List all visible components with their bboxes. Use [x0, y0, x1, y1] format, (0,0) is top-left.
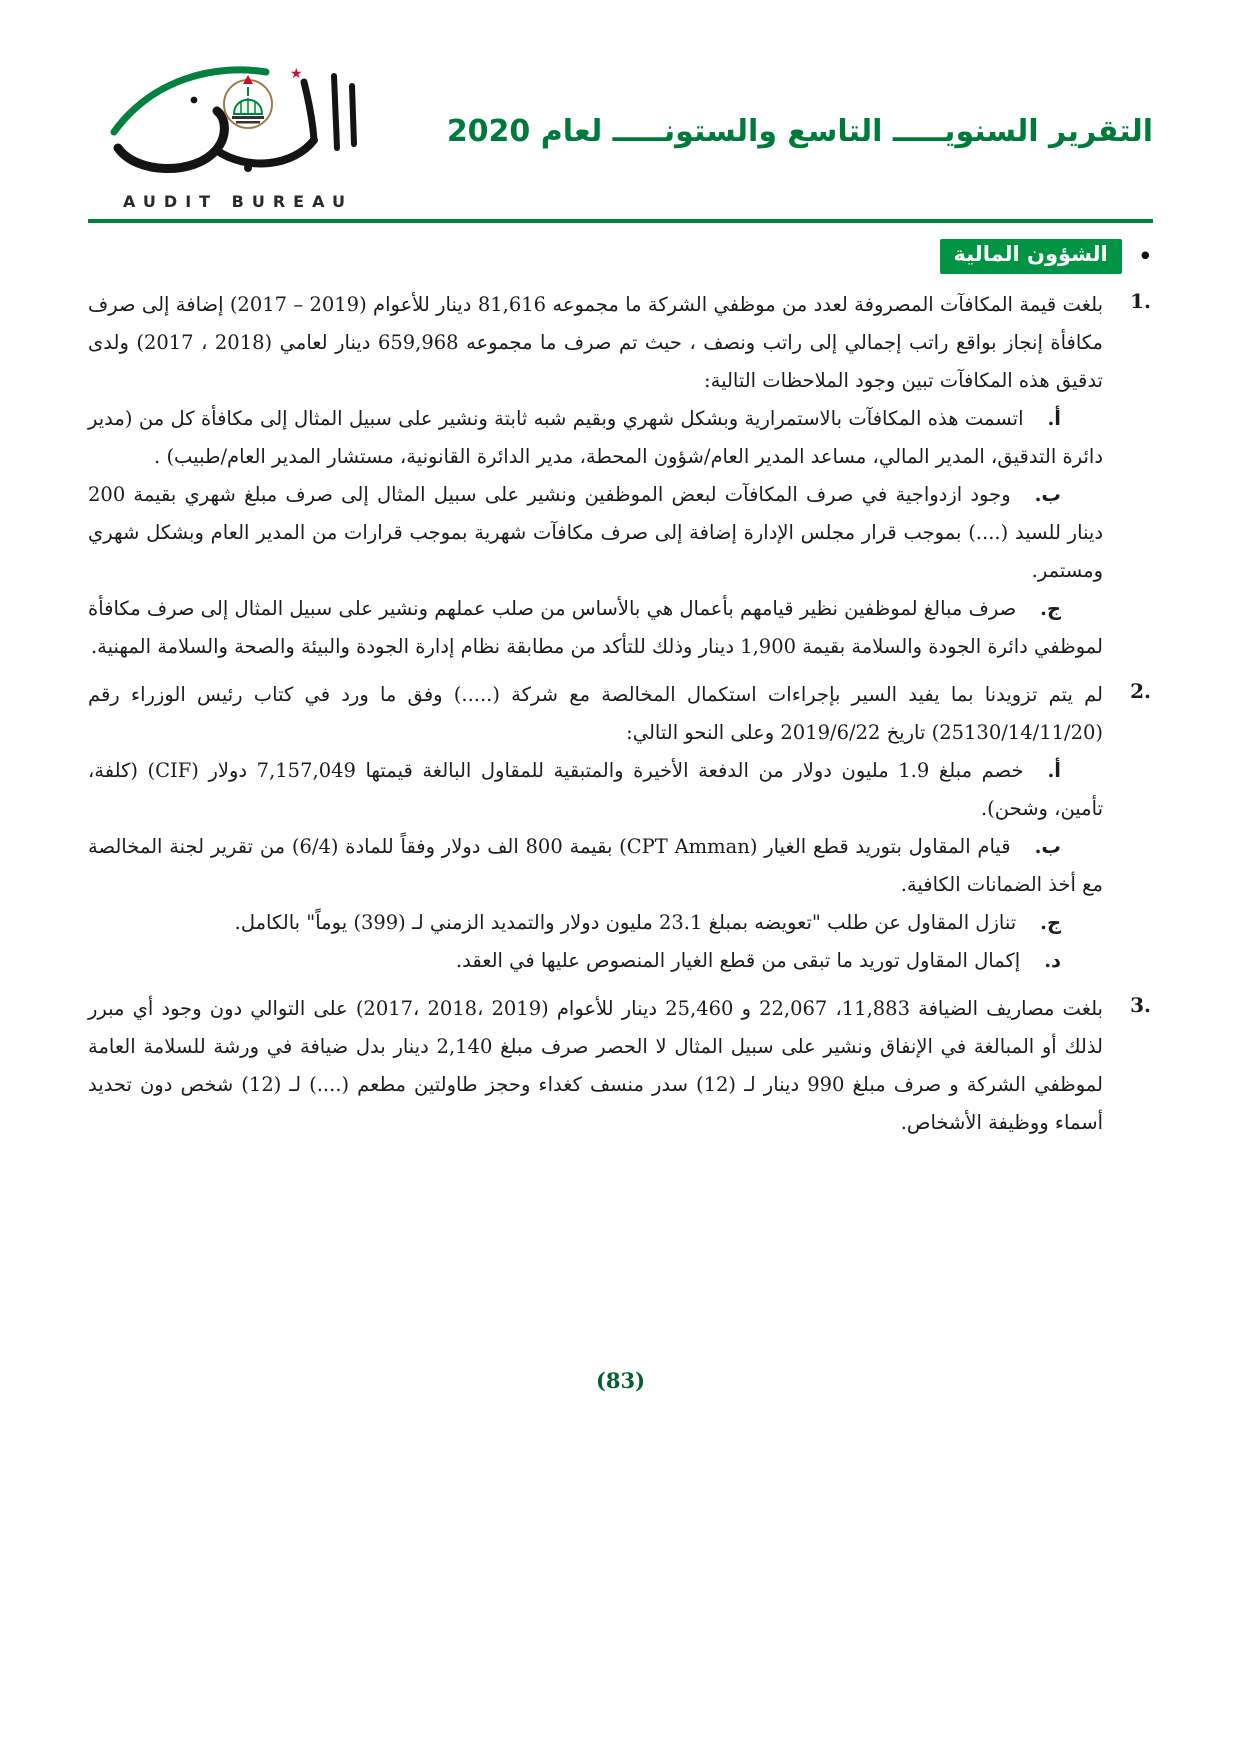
- subitem-2-a-text: خصم مبلغ 1.9 مليون دولار من الدفعة الأخيرة والمتبقية للمقاول البالغة قيمتها 7,157,049 دولار (CIF) (كلفة، تأمين، وشحن).: [88, 759, 1103, 820]
- subitem-1-a-letter: أ.: [1047, 407, 1061, 430]
- subitem-2-c-letter: ج.: [1040, 911, 1061, 934]
- subitem-2-a: [88, 752, 1103, 828]
- document-body: [88, 286, 1153, 1142]
- subitem-2-c-text: تنازل المقاول عن طلب "تعويضه بمبلغ 23.1 مليون دولار والتمديد الزمني لـ (399) يوماً" بالكامل.: [234, 911, 1017, 934]
- subitem-1-b-letter: ب.: [1034, 483, 1061, 506]
- item-2-number: 2.: [1130, 679, 1151, 703]
- report-title: التقرير السنويـــــ التاسع والستونـــــ لعام 2020: [446, 114, 1153, 149]
- numbered-item-2: [88, 676, 1153, 980]
- audit-bureau-logo: [88, 52, 388, 211]
- svg-text:★: ★: [290, 66, 303, 82]
- subitem-2-b-text: قيام المقاول بتوريد قطع الغيار (CPT Amman) بقيمة 800 الف دولار وفقاً للمادة (6/4) من تقرير لجنة المخالصة مع أخذ الضمانات الكافية.: [88, 835, 1103, 896]
- item-1-text: بلغت قيمة المكافآت المصروفة لعدد من موظفي الشركة ما مجموعه 81,616 دينار للأعوام ‪(2017 – 2019)‬ إضافة إلى صرف مكافأة إنجاز بواقع راتب إجمالي إلى راتب ونصف ، حيث تم صرف ما مجموعه 659,968 دينار لعامي ‪(2017 ، 2018)‬ ولدى تدقيق هذه المكافآت تبين وجود الملاحظات التالية:: [88, 293, 1103, 392]
- numbered-item-3: [88, 990, 1153, 1142]
- subitem-1-b-text: وجود ازدواجية في صرف المكافآت لبعض الموظفين ونشير على سبيل المثال إلى صرف مبلغ شهري بقيمة 200 دينار للسيد (....) بموجب قرار مجلس الإدارة إضافة إلى صرف مكافآت شهرية بموجب قرارات من المدير العام وبشكل شهري ومستمر.: [88, 483, 1103, 582]
- page-number: (83): [595, 1368, 646, 1393]
- section-bullet: •: [1137, 241, 1153, 272]
- page-header: [88, 52, 1153, 223]
- subitem-2-d: [88, 942, 1103, 980]
- item-1-number: 1.: [1130, 289, 1151, 313]
- subitem-2-d-text: إكمال المقاول توريد ما تبقى من قطع الغيار المنصوص عليها في العقد.: [455, 949, 1021, 972]
- item-2-text: لم يتم تزويدنا بما يفيد السير بإجراءات استكمال المخالصة مع شركة (.....) وفق ما ورد في كتاب رئيس الوزراء رقم (25130/14/11/20) تاريخ 2019/6/22 وعلى النحو التالي:: [88, 683, 1103, 744]
- header-divider: [88, 219, 1153, 223]
- numbered-item-1: [88, 286, 1153, 666]
- section-title: الشؤون المالية: [940, 239, 1122, 274]
- subitem-1-c-letter: ج.: [1040, 597, 1061, 620]
- item-3-text: بلغت مصاريف الضيافة 11,883، 22,067 و 25,460 دينار للأعوام ‪(2017، 2018، 2019)‬ على التوالي دون وجود أي مبرر لذلك أو المبالغة في الإنفاق ونشير على سبيل المثال لا الحصر صرف مبلغ 2,140 دينار بدل ضيافة في ورشة للسلامة العامة لموظفي الشركة و صرف مبلغ 990 دينار لـ (12) سدر منسف كغداء وحجز طاولتين مطعم (....) لـ (12) شخص دون تحديد أسماء ووظيفة الأشخاص.: [88, 997, 1103, 1134]
- item-3-number: 3.: [1130, 993, 1151, 1017]
- subitem-1-a: [88, 400, 1103, 476]
- subitem-1-c-text: صرف مبالغ لموظفين نظير قيامهم بأعمال هي بالأساس من صلب عملهم ونشير على سبيل المثال إلى صرف مكافأة لموظفي دائرة الجودة والسلامة بقيمة 1,900 دينار وذلك للتأكد من مطابقة نظام إدارة الجودة والبيئة والصحة والسلامة المهنية.: [88, 597, 1103, 658]
- subitem-2-c: [88, 904, 1103, 942]
- emblem-icon: [224, 75, 272, 128]
- audit-bureau-calligraphy-icon: [98, 52, 378, 186]
- subitem-1-b: [88, 476, 1103, 590]
- subitem-1-a-text: اتسمت هذه المكافآت بالاستمرارية وبشكل شهري وبقيم شبه ثابتة ونشير على سبيل المثال إلى مكافأة كل من (مدير دائرة التدقيق، المدير المالي، مساعد المدير العام/شؤون المحطة، مدير الدائرة القانونية، مستشار المدير العام/طبيب) .: [88, 407, 1103, 468]
- subitem-2-b-letter: ب.: [1034, 835, 1062, 858]
- subitem-2-b: [88, 828, 1103, 904]
- subitem-2-a-letter: أ.: [1047, 759, 1061, 782]
- logo-latin-text: AUDIT BUREAU: [123, 192, 353, 211]
- section-heading-row: [88, 239, 1153, 274]
- subitem-2-d-letter: د.: [1044, 949, 1061, 972]
- subitem-1-c: [88, 590, 1103, 666]
